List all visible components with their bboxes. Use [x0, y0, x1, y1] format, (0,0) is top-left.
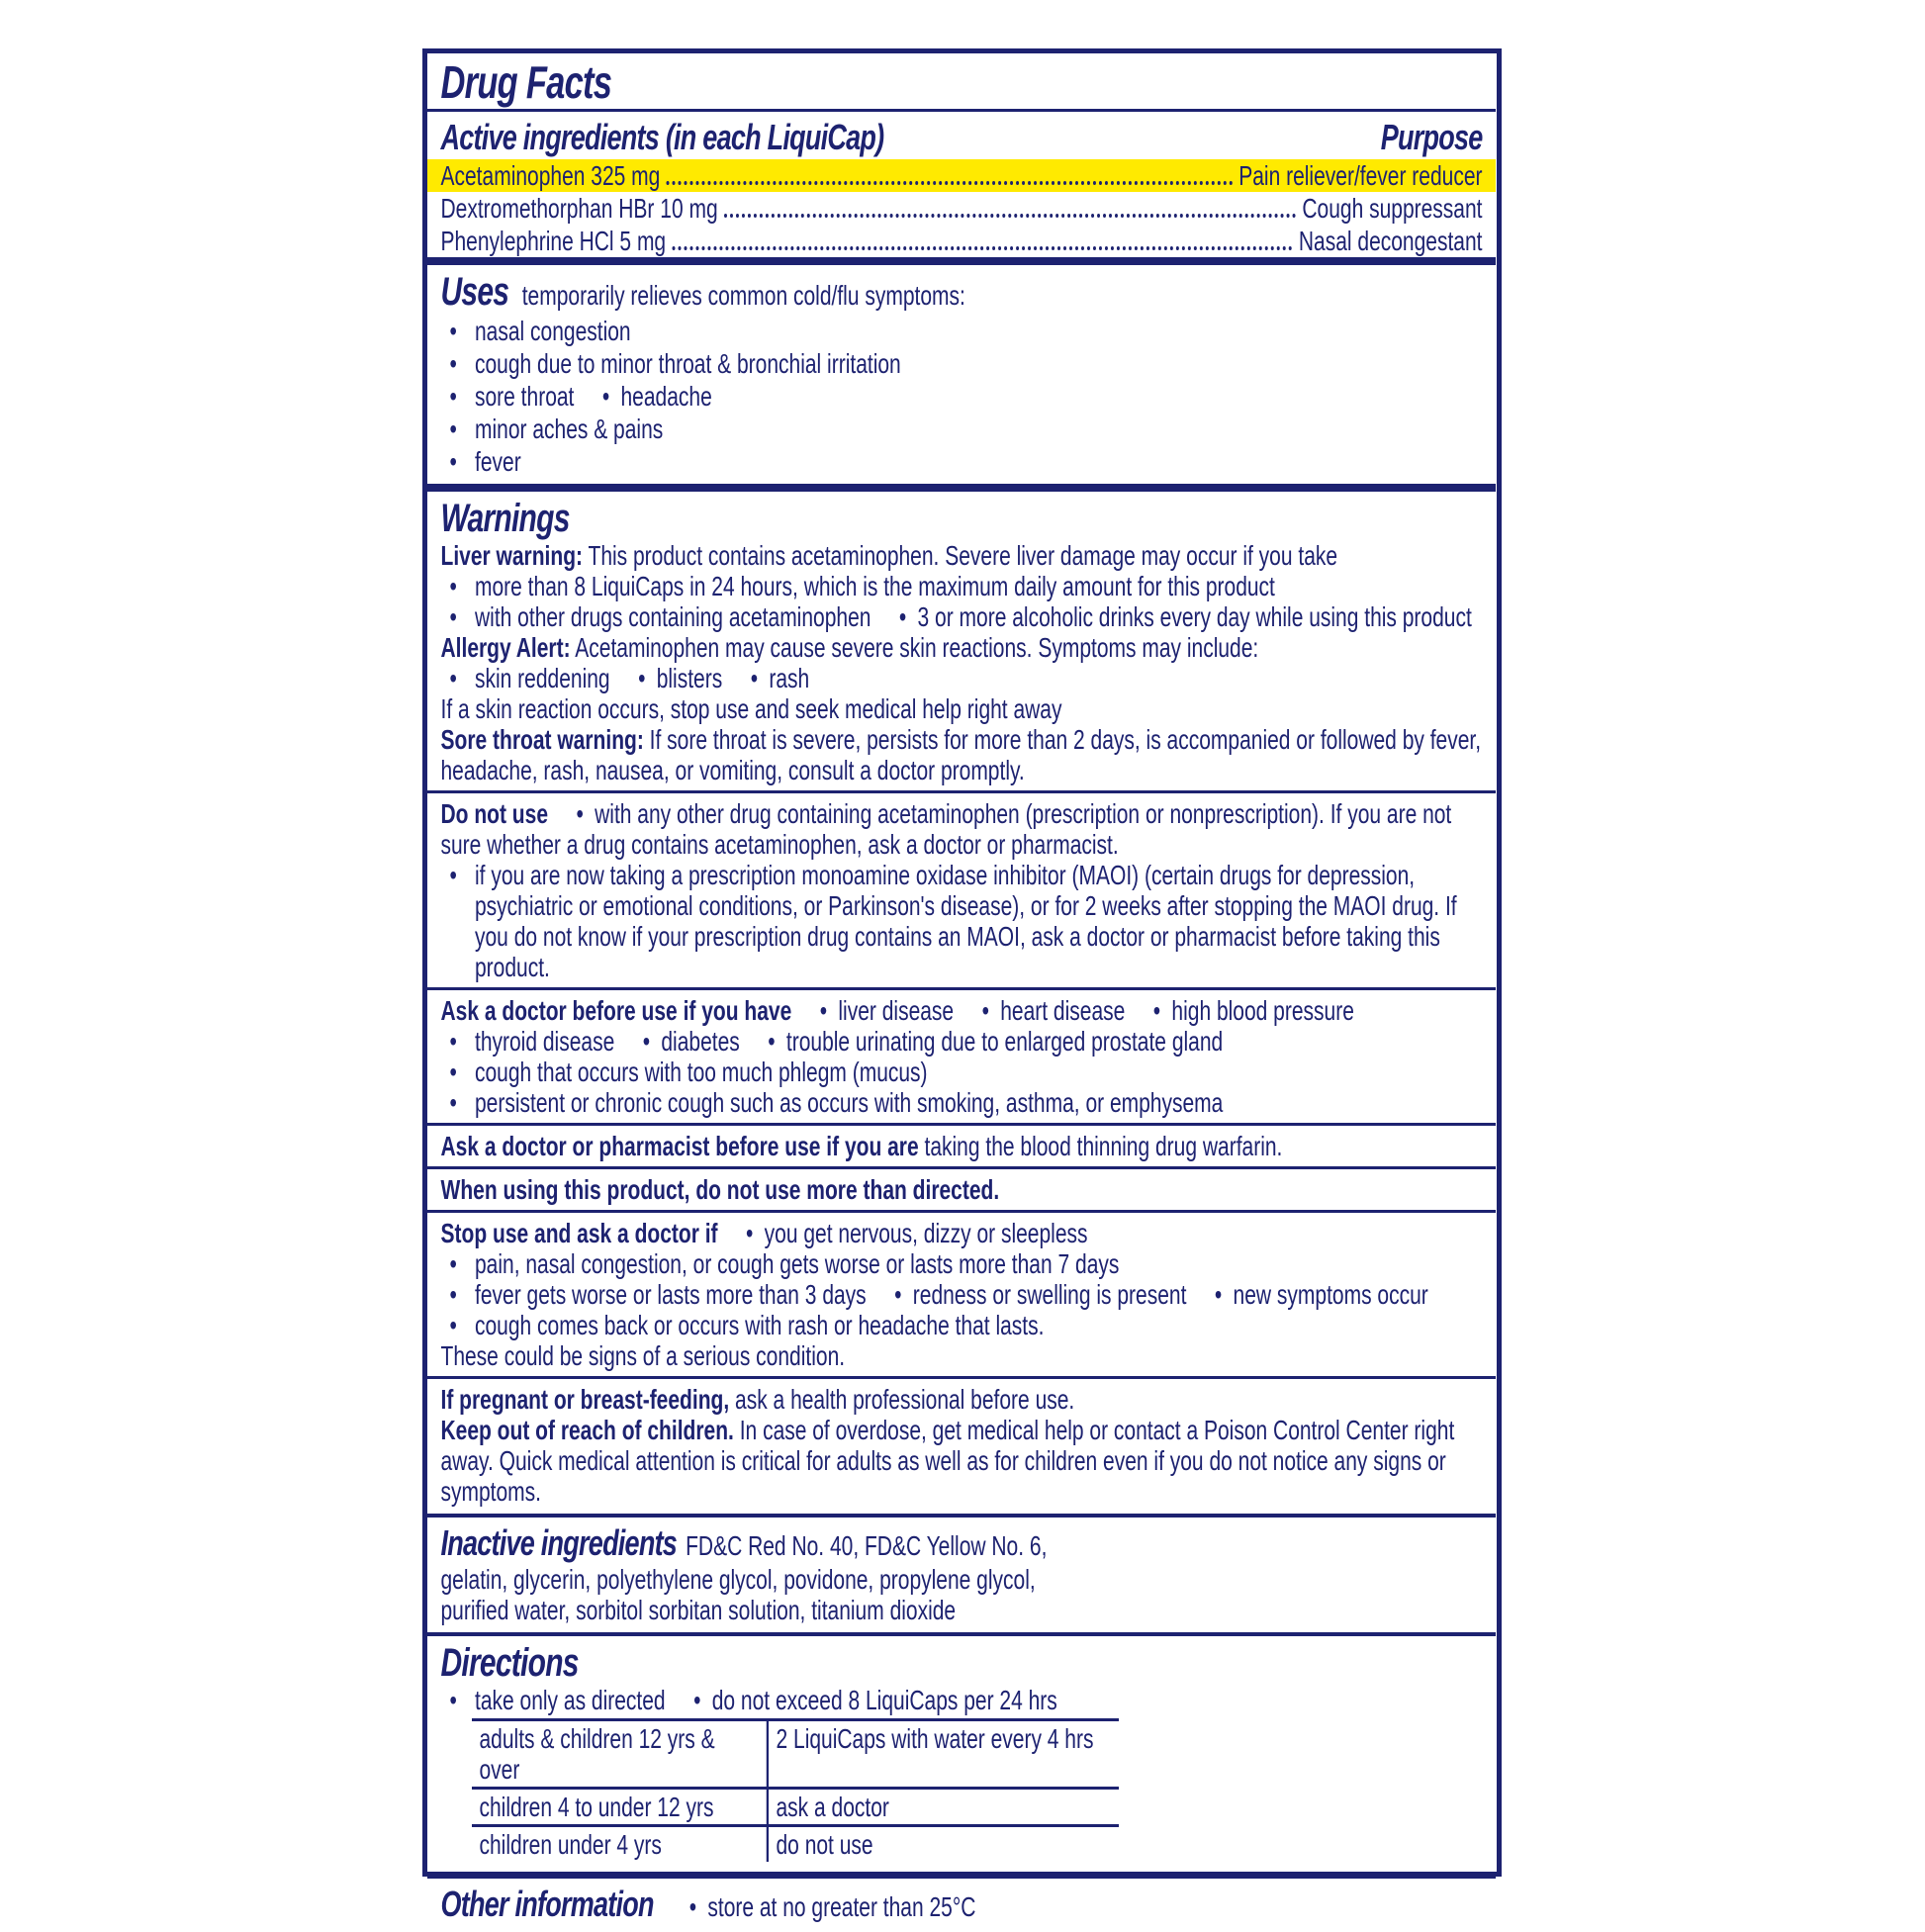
dosage-dose-cell: 2 LiquiCaps with water every 4 hrs — [776, 1723, 1094, 1754]
pregnant-paragraph: If pregnant or breast-feeding, ask a health professional before use. — [440, 1384, 1075, 1415]
inactive-section — [427, 1518, 1496, 1632]
uses-bullet: • fever — [441, 446, 1483, 477]
active-ingredients-header — [427, 112, 1496, 159]
dosage-dose-cell: do not use — [776, 1829, 873, 1860]
dosage-who-cell: adults & children 12 yrs & over — [472, 1721, 769, 1787]
active-ingredients-heading: Active ingredients (in each LiquiCap) — [440, 117, 884, 157]
title-block — [427, 53, 1496, 109]
section-rule — [427, 1376, 1496, 1379]
stop-use-paragraph: Stop use and ask a doctor if • you get nervous, dizzy or sleepless — [441, 1218, 1483, 1248]
uses-intro: temporarily relieves common cold/flu symptoms: — [521, 280, 965, 311]
uses-bullet: • cough due to minor throat & bronchial irritation — [441, 348, 1483, 379]
section-rule — [427, 790, 1496, 793]
dosage-row — [472, 1718, 1119, 1787]
page-title: Drug Facts — [440, 56, 612, 108]
uses-bullet: • nasal congestion — [441, 316, 1483, 346]
section-rule — [427, 987, 1496, 990]
warnings-heading: Warnings — [440, 497, 570, 540]
ask-pharmacist-paragraph: Ask a doctor or pharmacist before use if you are taking the blood thinning drug warfarin. — [440, 1131, 1283, 1161]
ask-doctor-bullet: • persistent or chronic cough such as occurs with smoking, asthma, or emphysema — [441, 1087, 1483, 1118]
dosage-row — [472, 1787, 1119, 1824]
dosage-row — [472, 1824, 1119, 1862]
ingredient-row-dextromethorphan — [427, 192, 1496, 225]
dosage-dose-cell: ask a doctor — [776, 1792, 889, 1822]
allergy-bullet-row: • skin reddening • blisters • rash — [441, 663, 1483, 693]
keep-out-paragraph: Keep out of reach of children. In case of overdose, get medical help or contact a Poison Control Center right away. Quick medical attention is critical for adults as well as for children even if you do not notice any signs or symptoms. — [440, 1415, 1455, 1507]
stop-use-bullet-row: • fever gets worse or lasts more than 3 days • redness or swelling is present • new symptoms occur — [441, 1279, 1483, 1310]
uses-lead — [441, 270, 1483, 314]
ask-doctor-bullet: • cough that occurs with too much phlegm (mucus) — [441, 1057, 1483, 1087]
storage-bullet: • store at no greater than 25°C — [689, 1891, 976, 1922]
skin-reaction-note: If a skin reaction occurs, stop use and seek medical help right away — [440, 693, 1062, 724]
other-info-line — [441, 1884, 1483, 1925]
drug-facts-label — [422, 48, 1502, 1924]
uses-bullet: • sore throat • headache — [441, 381, 1483, 412]
inactive-heading: Inactive ingredients — [440, 1522, 678, 1563]
maoi-bullet: • if you are now taking a prescription monoamine oxidase inhibitor (MAOI) (certain drugs for depression, psychiatric or emotional conditions, or Parkinson's disease), or for 2 weeks after stopping the MAOI drug. If you do not know if your prescription drug contains an MAOI, ask a doctor or pharmacist before taking this product. — [441, 860, 1483, 982]
purpose-heading: Purpose — [1380, 117, 1483, 157]
dotted-leader — [672, 246, 1293, 250]
ask-doctor-paragraph: Ask a doctor before use if you have • liver disease • heart disease • high blood pressure — [441, 995, 1483, 1026]
do-not-use-paragraph: Do not use • with any other drug containing acetaminophen (prescription or nonprescription). If you are not sure whether a drug contains acetaminophen, ask a doctor or pharmacist. — [441, 798, 1483, 860]
section-bar — [427, 484, 1496, 492]
liver-bullet-row: • with other drugs containing acetaminophen • 3 or more alcoholic drinks every day while using this product — [441, 601, 1483, 632]
dotted-leader — [724, 214, 1297, 218]
dosage-table — [472, 1718, 1119, 1862]
inactive-text: FD&C Red No. 40, FD&C Yellow No. 6, gelatin, glycerin, polyethylene glycol, povidone, propylene glycol, purified water, sorbitol sorbitan solution, titanium dioxide — [440, 1530, 1048, 1625]
ingredient-purpose: Nasal decongestant — [1298, 226, 1483, 256]
liver-bullet: • more than 8 LiquiCaps in 24 hours, which is the maximum daily amount for this product — [441, 571, 1483, 601]
uses-heading: Uses — [440, 270, 509, 314]
section-rule — [427, 1210, 1496, 1213]
directions-section — [427, 1636, 1496, 1875]
uses-section — [427, 265, 1496, 484]
sore-throat-warning: Sore throat warning: If sore throat is severe, persists for more than 2 days, is accompanied or followed by fever, headache, rash, nausea, or vomiting, consult a doctor promptly. — [440, 724, 1482, 785]
inactive-paragraph — [441, 1522, 1072, 1625]
ingredient-purpose: Cough suppressant — [1302, 193, 1483, 224]
ask-doctor-bullet-row: • thyroid disease • diabetes • trouble urinating due to enlarged prostate gland — [441, 1026, 1483, 1057]
section-bar — [427, 257, 1496, 265]
stop-use-bullet: • cough comes back or occurs with rash or headache that lasts. — [441, 1310, 1483, 1340]
other-info-heading: Other information — [440, 1884, 654, 1924]
uses-bullet: • minor aches & pains — [441, 414, 1483, 444]
stop-use-bullet: • pain, nasal congestion, or cough gets worse or lasts more than 7 days — [441, 1248, 1483, 1279]
ingredient-row-acetaminophen — [427, 159, 1496, 192]
dosage-who-cell: children 4 to under 12 yrs — [472, 1790, 769, 1824]
section-rule — [427, 1166, 1496, 1169]
allergy-alert-paragraph: Allergy Alert: Acetaminophen may cause severe skin reactions. Symptoms may include: — [440, 632, 1259, 663]
serious-condition-note: These could be signs of a serious condition. — [440, 1340, 846, 1371]
ingredient-name: Acetaminophen 325 mg — [440, 160, 661, 191]
other-info-section — [427, 1879, 1496, 1932]
directions-heading: Directions — [440, 1641, 579, 1685]
warnings-section — [427, 492, 1496, 1514]
when-using-paragraph: When using this product, do not use more than directed. — [440, 1174, 1000, 1205]
ingredient-name: Dextromethorphan HBr 10 mg — [440, 193, 718, 224]
liver-warning-paragraph: Liver warning: This product contains acetaminophen. Severe liver damage may occur if you take — [440, 540, 1338, 571]
section-rule — [427, 1123, 1496, 1126]
ingredient-row-phenylephrine — [427, 225, 1496, 257]
dotted-leader — [666, 181, 1233, 185]
dosage-who-cell: children under 4 yrs — [472, 1827, 769, 1862]
directions-bullets: • take only as directed • do not exceed 8 LiquiCaps per 24 hrs — [441, 1685, 1483, 1715]
ingredient-name: Phenylephrine HCl 5 mg — [440, 226, 667, 256]
ingredient-purpose: Pain reliever/fever reducer — [1238, 160, 1483, 191]
